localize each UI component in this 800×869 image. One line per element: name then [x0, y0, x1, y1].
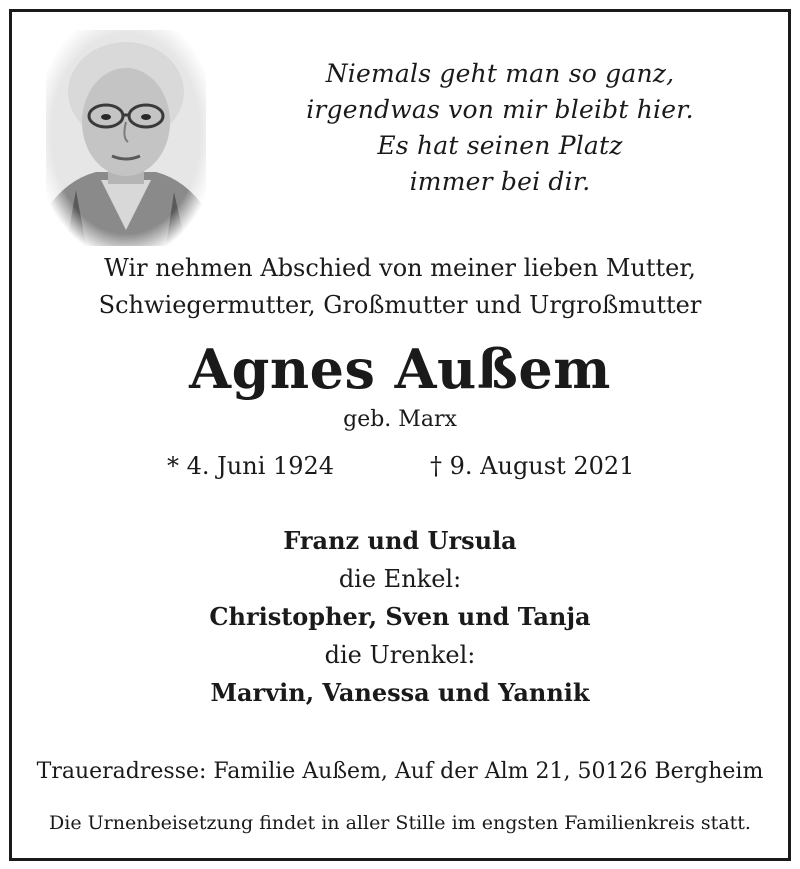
deceased-name: Agnes Außem: [189, 337, 611, 401]
great-grandchildren-label: die Urenkel:: [324, 641, 476, 669]
intro-line: Schwiegermutter, Großmutter und Urgroßmutter: [98, 291, 702, 319]
great-grandchildren-names: Marvin, Vanessa und Yannik: [210, 678, 590, 707]
portrait-photo: [46, 30, 206, 246]
grandchildren-label: die Enkel:: [338, 565, 462, 593]
poem-line: Niemals geht man so ganz,: [325, 59, 675, 88]
maiden-name: geb. Marx: [343, 407, 457, 432]
poem-line: Es hat seinen Platz: [377, 131, 623, 160]
mourning-address: Traueradresse: Familie Außem, Auf der Alm 21, 50126 Bergheim: [36, 759, 764, 784]
poem-line: irgendwas von mir bleibt hier.: [306, 95, 694, 124]
birth-date: * 4. Juni 1924: [167, 452, 335, 480]
burial-note: Die Urnenbeisetzung findet in aller Stille im engsten Familienkreis statt.: [49, 812, 751, 834]
grandchildren-names: Christopher, Sven und Tanja: [209, 602, 591, 631]
mourners-list: [0, 522, 800, 712]
farewell-intro: [0, 250, 800, 324]
memorial-poem: [300, 56, 700, 200]
poem-line: immer bei dir.: [409, 167, 591, 196]
death-date: † 9. August 2021: [430, 452, 635, 480]
children-names: Franz und Ursula: [283, 526, 517, 555]
intro-line: Wir nehmen Abschied von meiner lieben Mutter,: [104, 254, 696, 282]
